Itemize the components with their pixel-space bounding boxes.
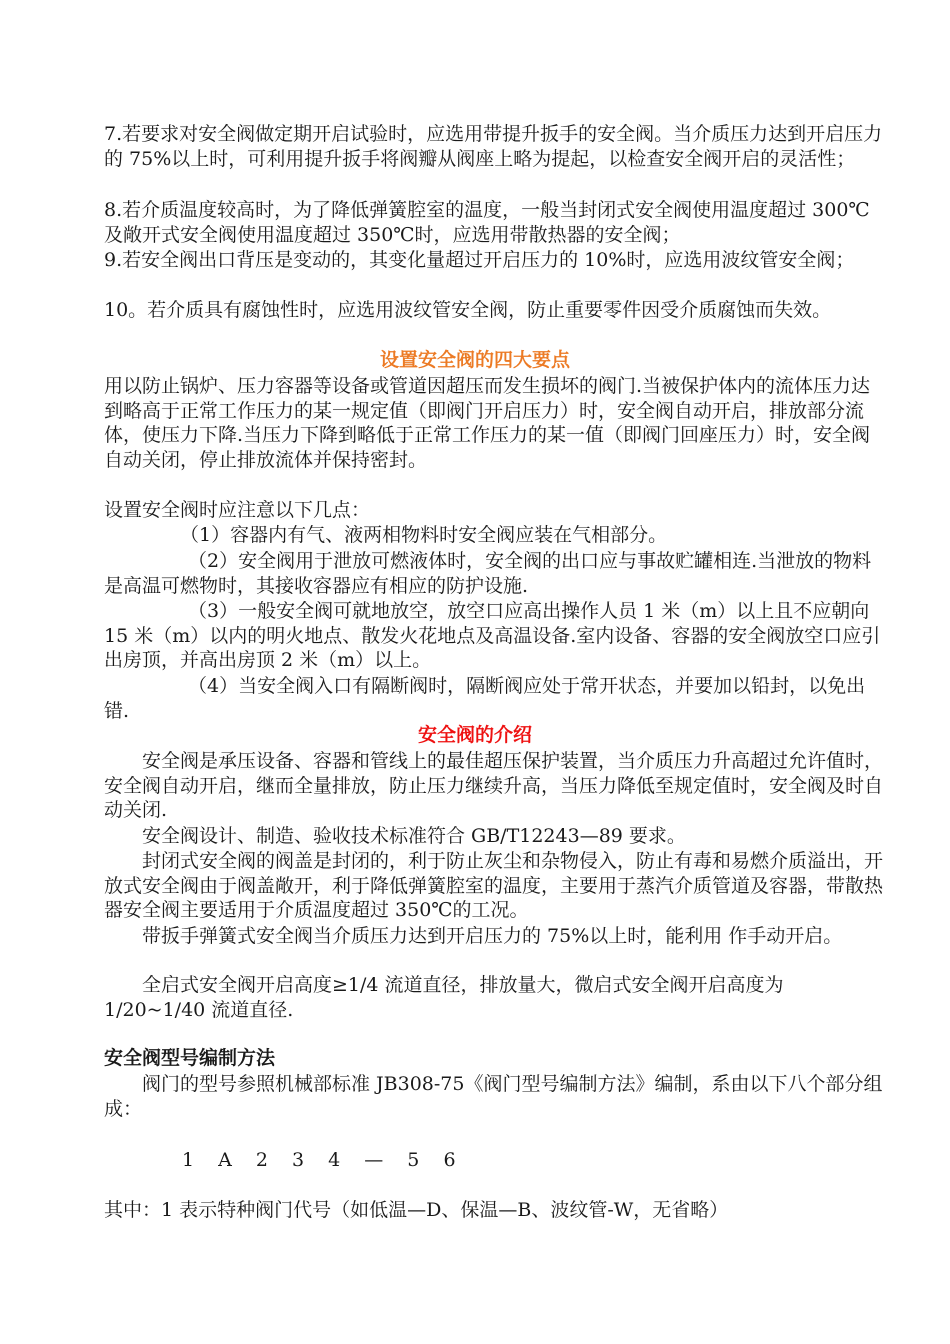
intro-paragraph-1: 安全阀是承压设备、容器和管线上的最佳超压保护装置，当介质压力升高超过允许值时，安全阀自动开启，继而全量排放，防止压力继续升高，当压力降低至规定值时，安全阀及时自动关闭. (104, 750, 884, 822)
model-code-pattern: 1 A 2 3 4 — 5 6 (182, 1149, 465, 1171)
section-title-four-points: 设置安全阀的四大要点 (379, 349, 570, 371)
point-1: （1）容器内有气、液两相物料时安全阀应装在气相部分。 (180, 524, 668, 546)
model-code-note: 其中：1 表示特种阀门代号（如低温—D、保温—B、波纹管-W，无省略） (104, 1199, 729, 1221)
intro-paragraph-4: 带扳手弹簧式安全阀当介质压力达到开启压力的 75%以上时，能利用 作手动开启。 (142, 925, 843, 947)
model-coding-paragraph: 阀门的型号参照机械部标准 JB308-75《阀门型号编制方法》编制，系由以下八个部分组成： (104, 1073, 883, 1120)
list-item-7: 7.若要求对安全阀做定期开启试验时，应选用带提升扳手的安全阀。当介质压力达到开启压力的 75%以上时，可利用提升扳手将阀瓣从阀座上略为提起，以检查安全阀开启的灵活性； (104, 123, 883, 170)
intro-paragraph-2: 安全阀设计、制造、验收技术标准符合 GB/T12243—89 要求。 (142, 825, 686, 847)
point-4: （4）当安全阀入口有隔断阀时，隔断阀应处于常开状态，并要加以铅封，以免出错. (104, 675, 866, 722)
list-item-9: 9.若安全阀出口背压是变动的，其变化量超过开启压力的 10%时，应选用波纹管安全阀； (104, 249, 855, 271)
section-title-model-coding: 安全阀型号编制方法 (104, 1047, 276, 1069)
section-title-intro: 安全阀的介绍 (417, 724, 532, 746)
intro-paragraph-3: 封闭式安全阀的阀盖是封闭的，利于防止灰尘和杂物侵入，防止有毒和易燃介质溢出，开放式安全阀由于阀盖敞开，利于降低弹簧腔室的温度，主要用于蒸汽介质管道及容器，带散热器安全阀主要适用于介质温度超过 350℃的工况。 (104, 850, 884, 922)
intro-paragraph-5: 全启式安全阀开启高度≥1/4 流道直径，排放量大，微启式安全阀开启高度为 1/20~1/40 流道直径. (104, 974, 784, 1021)
section1-intro: 用以防止锅炉、压力容器等设备或管道因超压而发生损坏的阀门.当被保护体内的流体压力达到略高于正常工作压力的某一规定值（即阀门开启压力）时，安全阀自动开启，排放部分流体，使压力下降.当压力下降到略低于正常工作压力的某一值（即阀门回座压力）时，安全阀自动关闭，停止排放流体并保持密封。 (104, 375, 871, 471)
list-item-10: 10。若介质具有腐蚀性时，应选用波纹管安全阀，防止重要零件因受介质腐蚀而失效。 (104, 299, 832, 321)
section1-lead: 设置安全阀时应注意以下几点： (104, 499, 371, 521)
list-item-8: 8.若介质温度较高时，为了降低弹簧腔室的温度，一般当封闭式安全阀使用温度超过 300℃及敞开式安全阀使用温度超过 350℃时，应选用带散热器的安全阀； (104, 199, 870, 246)
point-2: （2）安全阀用于泄放可燃液体时，安全阀的出口应与事故贮罐相连.当泄放的物料是高温可燃物时，其接收容器应有相应的防护设施. (104, 550, 872, 597)
point-3: （3）一般安全阀可就地放空，放空口应高出操作人员 1 米（m）以上且不应朝向 15 米（m）以内的明火地点、散发火花地点及高温设备.室内设备、容器的安全阀放空口应引出房顶，并高出房顶 2 米（m）以上。 (104, 600, 881, 672)
